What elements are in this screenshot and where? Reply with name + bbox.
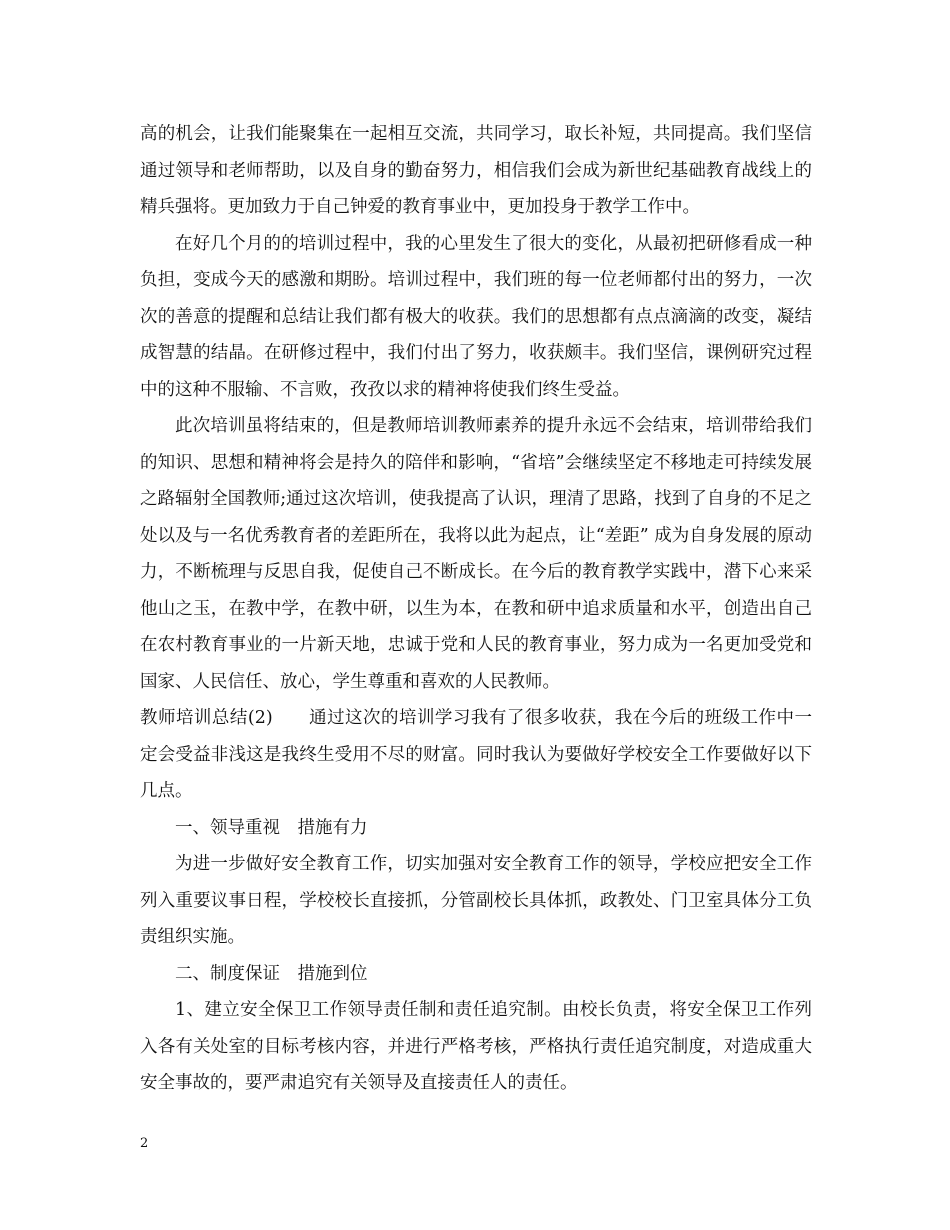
section-heading-1: 一、领导重视 措施有力: [175, 817, 368, 838]
document-body: [140, 116, 812, 1102]
paragraph-6: 为进一步做好安全教育工作，切实加强对安全教育工作的领导，学校应把安全工作列入重要议事日程，学校校长直接抓，分管副校长具体抓，政教处、门卫室具体分工负责组织实施。: [140, 854, 812, 947]
section-heading-2: 二、制度保证 措施到位: [175, 963, 368, 984]
paragraph-4-heading-summary-2: 教师培训总结(2) 通过这次的培训学习我有了很多收获，我在今后的班级工作中一定会受益非浅这是我终生受用不尽的财富。同时我认为要做好学校安全工作要做好以下几点。: [140, 708, 812, 801]
page-number: 2: [140, 1136, 149, 1151]
paragraph-8: 1、建立安全保卫工作领导责任制和责任追究制。由校长负责，将安全保卫工作列入各有关处室的目标考核内容，并进行严格考核，严格执行责任追究制度，对造成重大安全事故的，要严肃追究有关领导及直接责任人的责任。: [140, 1000, 812, 1093]
paragraph-2: 在好几个月的的培训过程中，我的心里发生了很大的变化，从最初把研修看成一种负担，变成今天的感激和期盼。培训过程中，我们班的每一位老师都付出的努力，一次次的善意的提醒和总结让我们都有极大的收获。我们的思想都有点点滴滴的改变，凝结成智慧的结晶。在研修过程中，我们付出了努力，收获颇丰。我们坚信，课例研究过程中的这种不服输、不言败，孜孜以求的精神将使我们终生受益。: [140, 233, 812, 400]
paragraph-1: 高的机会，让我们能聚集在一起相互交流，共同学习，取长补短，共同提高。我们坚信通过领导和老师帮助，以及自身的勤奋努力，相信我们会成为新世纪基础教育战线上的精兵强将。更加致力于自己钟爱的教育事业中，更加投身于教学工作中。: [140, 124, 812, 217]
paragraph-3: 此次培训虽将结束的，但是教师培训教师素养的提升永远不会结束，培训带给我们的知识、思想和精神将会是持久的陪伴和影响，“省培”会继续坚定不移地走可持续发展之路辐射全国教师;通过这次培训，使我提高了认识，理清了思路，找到了自身的不足之处以及与一名优秀教育者的差距所在，我将以此为起点，让“差距” 成为自身发展的原动力，不断梳理与反思自我，促使自己不断成长。在今后的教育教学实践中，潜下心来采他山之玉，在教中学，在教中研，以生为本，在教和研中追求质量和水平，创造出自己在农村教育事业的一片新天地，忠诚于党和人民的教育事业，努力成为一名更加受党和国家、人民信任、放心，学生尊重和喜欢的人民教师。: [140, 416, 812, 692]
